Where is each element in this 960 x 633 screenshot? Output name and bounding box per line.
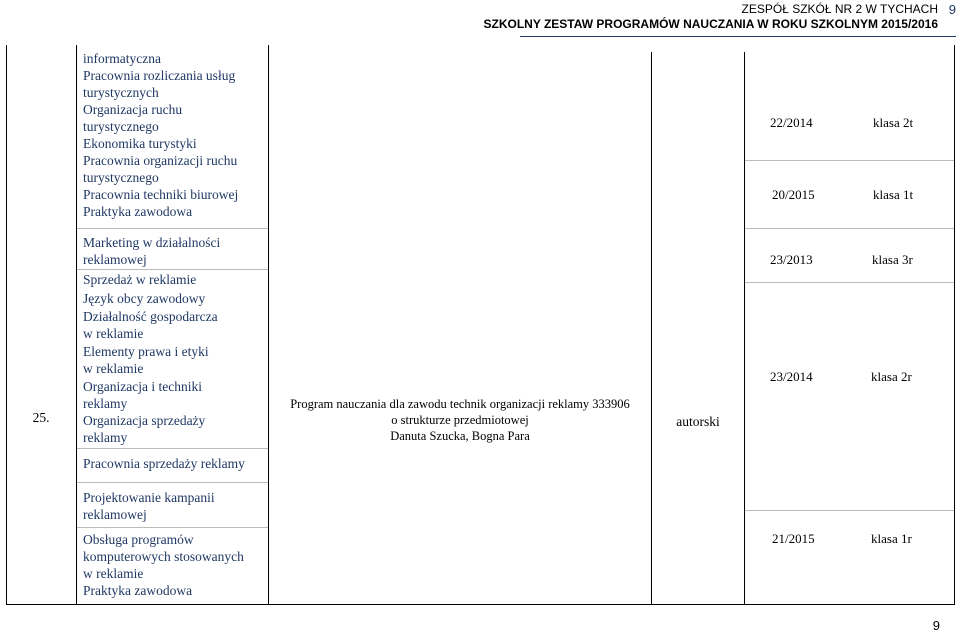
table-divider: [651, 52, 652, 605]
subject-projektowanie: [83, 489, 265, 523]
program-code: 20/2015: [772, 187, 815, 202]
subject-line: reklamowej: [83, 252, 147, 267]
program-code: 22/2014: [770, 115, 813, 130]
subject-separator: [77, 228, 268, 229]
subject-line: w reklamie: [83, 566, 144, 581]
subject-line: turystycznych: [83, 85, 159, 100]
year-separator: [745, 282, 954, 283]
subject-techniki: [83, 378, 265, 412]
subject-line: Ekonomika turystyki: [83, 136, 197, 151]
document-title: SZKOLNY ZESTAW PROGRAMÓW NAUCZANIA W ROKU SZKOLNYM 2015/2016: [483, 17, 938, 31]
program-line: Danuta Szucka, Bogna Para: [390, 429, 530, 443]
subject-marketing: [83, 234, 265, 268]
subject-separator: [77, 482, 268, 483]
subject-line: Praktyka zawodowa: [83, 583, 193, 598]
program-code: 23/2014: [770, 369, 813, 384]
subject-separator: [77, 269, 268, 270]
program-line: o strukturze przedmiotowej: [391, 413, 529, 427]
subject-organizacja-sprzedazy: [83, 412, 265, 446]
header-rule: [520, 36, 956, 37]
subject-line: Organizacja ruchu: [83, 102, 183, 117]
class-label: klasa 1r: [871, 531, 912, 546]
subject-line: Praktyka zawodowa: [83, 204, 193, 219]
class-label: klasa 3r: [872, 252, 913, 267]
class-label: klasa 2t: [873, 115, 914, 130]
table-border-left: [6, 45, 7, 605]
subject-line: Pracownia organizacji ruchu: [83, 153, 238, 168]
program-line: Program nauczania dla zawodu technik organizacji reklamy 333906: [290, 397, 630, 411]
row-number: 25.: [32, 410, 50, 425]
subject-line: informatyczna: [83, 51, 161, 66]
subjects-top: [83, 50, 265, 220]
year-separator: [745, 510, 954, 511]
table-divider: [744, 52, 745, 605]
subject-line: Pracownia sprzedaży reklamy: [83, 456, 245, 471]
subject-line: reklamowej: [83, 507, 147, 522]
subject-line: w reklamie: [83, 326, 144, 341]
subject-sprzedaz: [83, 271, 265, 288]
class-label: klasa 1t: [873, 187, 914, 202]
table-divider: [76, 45, 77, 605]
table-border-bottom: [6, 604, 955, 605]
year-separator: [745, 160, 954, 161]
subject-line: turystycznego: [83, 170, 159, 185]
subject-line: komputerowych stosowanych: [83, 549, 244, 564]
subject-line: Pracownia rozliczania usług: [83, 68, 236, 83]
subject-line: Marketing w działalności: [83, 235, 221, 250]
program-type: autorski: [676, 414, 720, 429]
program-description: [270, 396, 650, 444]
subject-line: Elementy prawa i etyki: [83, 344, 209, 359]
subject-line: Organizacja sprzedaży: [83, 413, 206, 428]
subject-line: Pracownia techniki biurowej: [83, 187, 239, 202]
subject-line: w reklamie: [83, 361, 144, 376]
page-header: [484, 2, 938, 32]
subject-line: reklamy: [83, 430, 128, 445]
subject-line: reklamy: [83, 396, 128, 411]
subject-line: turystycznego: [83, 119, 159, 134]
subject-obsluga: [83, 531, 265, 599]
subject-pracownia-sprzedazy: [83, 455, 265, 472]
footer-page-number: 9: [932, 618, 940, 633]
subject-line: Sprzedaż w reklamie: [83, 272, 197, 287]
class-label: klasa 2r: [871, 369, 912, 384]
subject-line: Organizacja i techniki: [83, 379, 202, 394]
subject-separator: [77, 448, 268, 449]
subject-line: Język obcy zawodowy: [83, 291, 206, 306]
program-code: 21/2015: [772, 531, 815, 546]
subject-line: Obsługa programów: [83, 532, 194, 547]
table-border-right: [954, 45, 955, 605]
subject-line: Działalność gospodarcza: [83, 309, 218, 324]
subject-separator: [77, 527, 268, 528]
header-page-number: 9: [948, 2, 956, 17]
subject-line: Projektowanie kampanii: [83, 490, 215, 505]
school-name: ZESPÓŁ SZKÓŁ NR 2 W TYCHACH: [741, 2, 938, 16]
table-divider: [268, 45, 269, 605]
subject-dzialalnosc: [83, 308, 265, 342]
year-separator: [745, 228, 954, 229]
subject-prawo: [83, 343, 265, 377]
program-code: 23/2013: [770, 252, 813, 267]
subject-jezyk: [83, 290, 265, 307]
